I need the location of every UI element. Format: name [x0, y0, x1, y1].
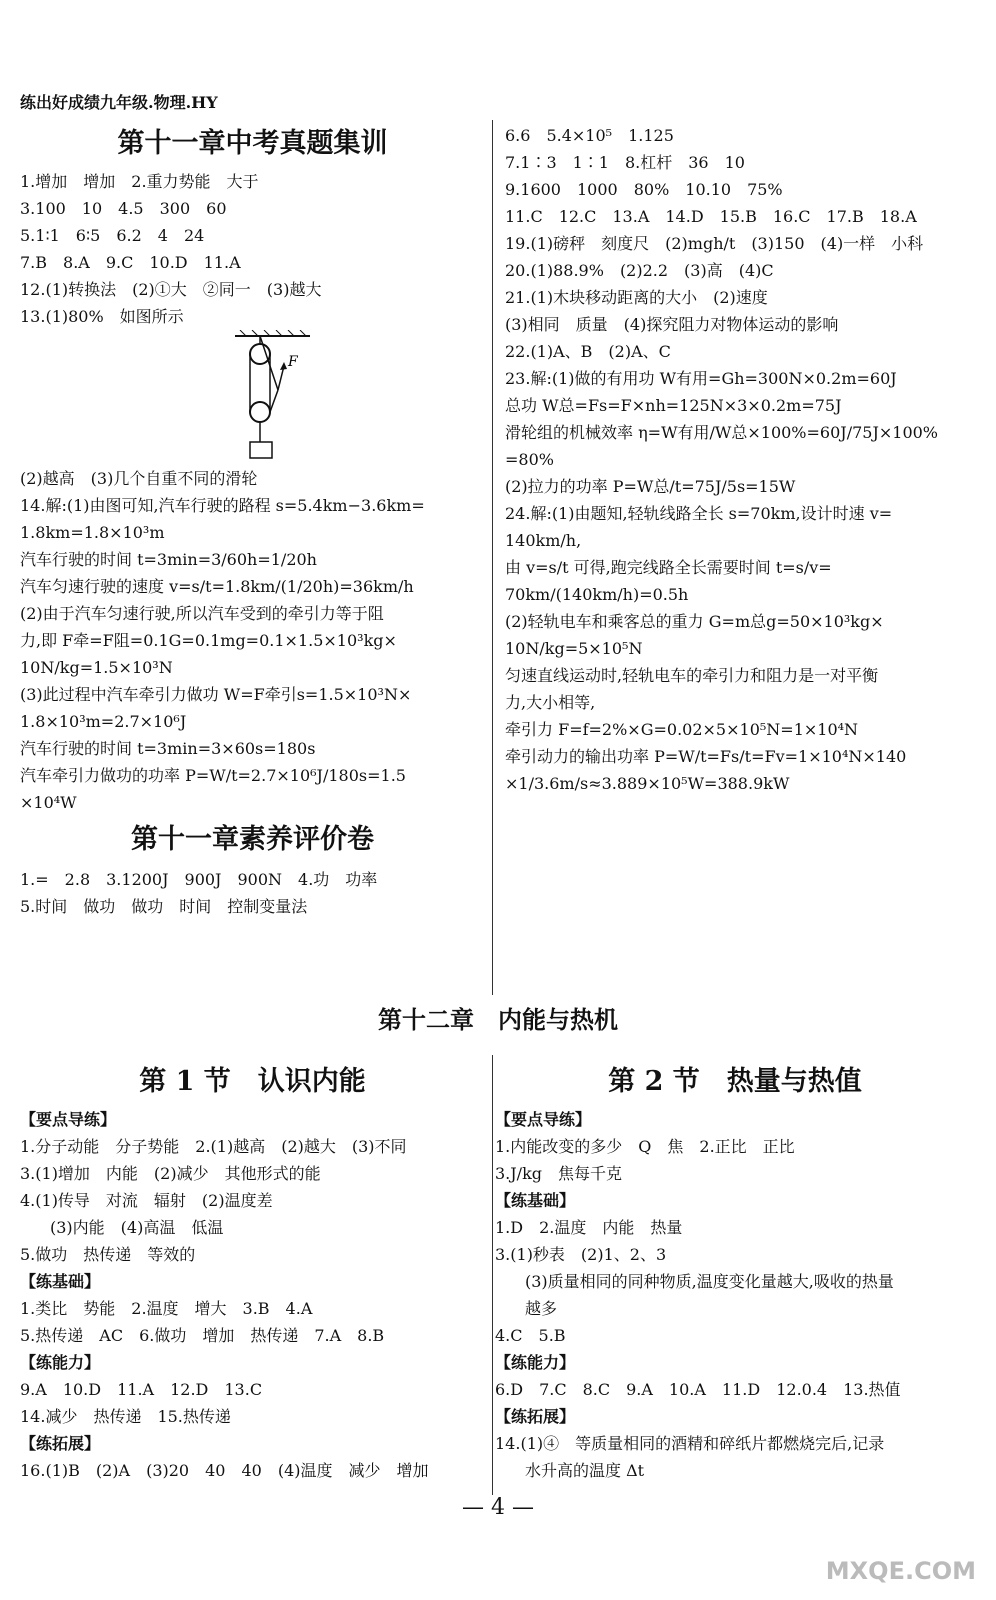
answer-line: 1.分子动能 分子势能 2.(1)越高 (2)越大 (3)不同 [20, 1137, 407, 1156]
answer-line: (3)内能 (4)高温 低温 [50, 1218, 224, 1237]
section2-column [495, 1060, 975, 1484]
answer-line: 1.内能改变的多少 Q 焦 2.正比 正比 [495, 1137, 795, 1156]
answer-line: 10N/kg=5×10⁵N [505, 639, 643, 658]
answer-lines [20, 168, 485, 330]
section1-column [20, 1060, 485, 1484]
answer-line: 汽车行驶的时间 t=3min=3/60h=1/20h [20, 550, 317, 569]
answer-line: 越多 [525, 1299, 558, 1318]
answer-line: 7.1∶3 1∶1 8.杠杆 36 10 [505, 153, 745, 172]
section-title: 第 2 节 热量与热值 [608, 1066, 862, 1097]
answer-line: 6.6 5.4×10⁵ 1.125 [505, 126, 674, 145]
answer-line: 由 v=s/t 可得,跑完线路全长需要时间 t=s/v= [505, 558, 832, 577]
answer-line: 19.(1)磅秤 刻度尺 (2)mgh/t (3)150 (4)一样 小科 [505, 234, 924, 253]
answer-line: 14.(1)④ 等质量相同的酒精和碎纸片都燃烧完后,记录 [495, 1434, 885, 1453]
answer-line: 汽车行驶的时间 t=3min=3×60s=180s [20, 739, 316, 758]
answer-line: 5.1∶1 6∶5 6.2 4 24 [20, 226, 205, 245]
answer-line: 20.(1)88.9% (2)2.2 (3)高 (4)C [505, 261, 774, 280]
answer-line: 【练能力】 [495, 1353, 576, 1372]
book-header: 练出好成绩九年级.物理.HY [20, 93, 218, 112]
answer-line: 4.C 5.B [495, 1326, 566, 1345]
answer-line: 牵引动力的输出功率 P=W/t=Fs/t=Fv=1×10⁴N×140 [505, 747, 907, 766]
answer-line: 【练基础】 [20, 1272, 101, 1291]
answer-line: 水升高的温度 Δt [525, 1461, 645, 1480]
answer-line: 3.100 10 4.5 300 60 [20, 199, 227, 218]
answer-line: 1.类比 势能 2.温度 增大 3.B 4.A [20, 1299, 313, 1318]
section-title: 第 1 节 认识内能 [139, 1066, 366, 1097]
answer-lines [495, 1106, 975, 1484]
force-label: F [288, 354, 298, 370]
answer-line: 牵引力 F=f=2%×G=0.02×5×10⁵N=1×10⁴N [505, 720, 859, 739]
answer-line: 12.(1)转换法 (2)①大 ②同一 (3)越大 [20, 280, 322, 299]
answer-line: 力,即 F牵=F阻=0.1G=0.1mg=0.1×1.5×10³kg× [20, 631, 397, 650]
answer-line: 1.= 2.8 3.1200J 900J 900N 4.功 功率 [20, 870, 378, 889]
answer-line: 1.8km=1.8×10³m [20, 523, 165, 542]
answer-line: 140km/h, [505, 531, 582, 550]
answer-line: 14.解:(1)由图可知,汽车行驶的路程 s=5.4km−3.6km= [20, 496, 425, 515]
page-number: — 4 — [462, 1495, 534, 1520]
answer-line: 3.(1)增加 内能 (2)减少 其他形式的能 [20, 1164, 321, 1183]
answer-line: 16.(1)B (2)A (3)20 40 40 (4)温度 减少 增加 [20, 1461, 429, 1480]
answer-line: 1.D 2.温度 内能 热量 [495, 1218, 683, 1237]
answer-line: 1.增加 增加 2.重力势能 大于 [20, 172, 259, 191]
answer-line: 13.(1)80% 如图所示 [20, 307, 184, 326]
answer-line: 汽车匀速行驶的速度 v=s/t=1.8km/(1/20h)=36km/h [20, 577, 414, 596]
answer-line: 总功 W总=Fs=F×nh=125N×3×0.2m=75J [505, 396, 842, 415]
answer-line: 【练基础】 [495, 1191, 576, 1210]
pulley-diagram [230, 330, 485, 465]
section-title: 第十一章素养评价卷 [131, 824, 374, 855]
answer-line: 1.8×10³m=2.7×10⁶J [20, 712, 187, 731]
answer-line: 【练拓展】 [495, 1407, 576, 1426]
answer-line: (3)质量相同的同种物质,温度变化量越大,吸收的热量 [525, 1272, 894, 1291]
answer-line: 11.C 12.C 13.A 14.D 15.B 16.C 17.B 18.A [505, 207, 917, 226]
column-divider [492, 120, 493, 995]
answer-line: 5.做功 热传递 等效的 [20, 1245, 196, 1264]
answer-line: 【要点导练】 [495, 1110, 592, 1129]
answer-line: (2)由于汽车匀速行驶,所以汽车受到的牵引力等于阻 [20, 604, 384, 623]
answer-line: (3)此过程中汽车牵引力做功 W=F牵引s=1.5×10³N× [20, 685, 412, 704]
right-column [505, 122, 975, 797]
answer-line: 5.时间 做功 做功 时间 控制变量法 [20, 897, 308, 916]
answer-line: 匀速直线运动时,轻轨电车的牵引力和阻力是一对平衡 [505, 666, 879, 685]
answer-line: 21.(1)木块移动距离的大小 (2)速度 [505, 288, 768, 307]
answer-line: 14.减少 热传递 15.热传递 [20, 1407, 231, 1426]
answer-line: 【练能力】 [20, 1353, 101, 1372]
answer-line: 9.1600 1000 80% 10.10 75% [505, 180, 783, 199]
chapter-title: 第十二章 内能与热机 [378, 1005, 618, 1034]
answer-line: 70km/(140km/h)=0.5h [505, 585, 689, 604]
answer-line: 6.D 7.C 8.C 9.A 10.A 11.D 12.0.4 13.热值 [495, 1380, 901, 1399]
answer-line: 力,大小相等, [505, 693, 596, 712]
answer-line: 3.(1)秒表 (2)1、2、3 [495, 1245, 667, 1264]
answer-lines [505, 122, 975, 797]
answer-line: (2)越高 (3)几个自重不同的滑轮 [20, 469, 258, 488]
answer-line: 【练拓展】 [20, 1434, 101, 1453]
answer-line: 【要点导练】 [20, 1110, 117, 1129]
answer-line: (2)拉力的功率 P=W总/t=75J/5s=15W [505, 477, 796, 496]
answer-line: 滑轮组的机械效率 η=W有用/W总×100%=60J/75J×100% [505, 423, 939, 442]
answer-line: 10N/kg=1.5×10³N [20, 658, 173, 677]
answer-line: (2)轻轨电车和乘客总的重力 G=m总g=50×10³kg× [505, 612, 884, 631]
answer-lines [20, 465, 485, 816]
answer-line: 5.热传递 AC 6.做功 增加 热传递 7.A 8.B [20, 1326, 385, 1345]
answer-line: ×1/3.6m/s≈3.889×10⁵W=388.9kW [505, 774, 790, 793]
answer-line: 4.(1)传导 对流 辐射 (2)温度差 [20, 1191, 273, 1210]
section-title: 第十一章中考真题集训 [117, 128, 388, 159]
answer-line: 22.(1)A、B (2)A、C [505, 342, 671, 361]
answer-line: ×10⁴W [20, 793, 77, 812]
answer-line: (3)相同 质量 (4)探究阻力对物体运动的影响 [505, 315, 839, 334]
answer-line: 3.J/kg 焦每千克 [495, 1164, 623, 1183]
answer-line: 7.B 8.A 9.C 10.D 11.A [20, 253, 241, 272]
watermark: MXQE.COM [825, 1557, 976, 1585]
answer-lines [20, 1106, 485, 1484]
answer-line: 23.解:(1)做的有用功 W有用=Gh=300N×0.2m=60J [505, 369, 897, 388]
column-divider [492, 1055, 493, 1495]
answer-line: =80% [505, 450, 554, 469]
left-column [20, 122, 485, 920]
answer-line: 汽车牵引力做功的功率 P=W/t=2.7×10⁶J/180s=1.5 [20, 766, 406, 785]
answer-lines [20, 866, 485, 920]
answer-line: 24.解:(1)由题知,轻轨线路全长 s=70km,设计时速 v= [505, 504, 893, 523]
answer-line: 9.A 10.D 11.A 12.D 13.C [20, 1380, 263, 1399]
